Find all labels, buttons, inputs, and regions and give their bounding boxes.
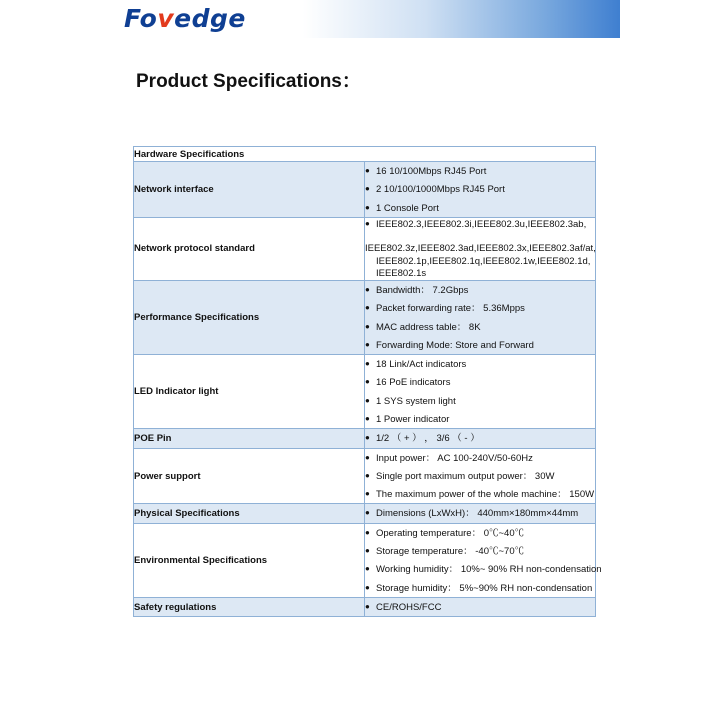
table-row [134, 504, 596, 523]
bullet-icon: ● [365, 339, 370, 349]
row-label: Network interface [134, 162, 365, 218]
section-title: Hardware Specifications [134, 147, 596, 162]
table-row [134, 429, 596, 448]
bullet-icon: ● [365, 508, 370, 518]
row-values: ● 16 10/100Mbps RJ45 Port ● 2 10/100/1000Mbps RJ45 Port ● 1 Console Port [365, 162, 596, 218]
row-values: ● Input power： AC 100-240V/50-60Hz ● Single port maximum output power： 30W ● The maximum power of the whole machine： 150W [365, 448, 596, 504]
row-label: POE Pin [134, 429, 365, 448]
bullet-icon: ● [365, 166, 370, 175]
bullet-icon: ● [365, 433, 370, 443]
row-label: Power support [134, 448, 365, 504]
row-values: ● Dimensions (LxWxH)： 440mm×180mm×44mm [365, 504, 596, 523]
table-row [134, 280, 596, 354]
bullet-icon: ● [365, 377, 370, 387]
bullet-icon: ● [365, 527, 370, 537]
bullet-icon: ● [365, 601, 370, 611]
bullet-icon: ● [365, 303, 370, 313]
table-row [134, 597, 596, 616]
table-row [134, 523, 596, 597]
bullet-icon: ● [365, 202, 370, 212]
table-row [134, 355, 596, 429]
row-label: Physical Specifications [134, 504, 365, 523]
bullet-icon: ● [365, 218, 370, 228]
bullet-icon: ● [365, 321, 370, 331]
page-title: Product Specifications： [136, 71, 361, 92]
table-row [134, 217, 596, 280]
bullet-icon: ● [365, 470, 370, 480]
brand-logo: Fovedge [124, 4, 246, 33]
bullet-icon: ● [365, 359, 370, 369]
bullet-icon: ● [365, 546, 370, 556]
row-label: LED Indicator light [134, 355, 365, 429]
row-values: ● IEEE802.3,IEEE802.3i,IEEE802.3u,IEEE802.3ab, IEEE802.3z,IEEE802.3ad,IEEE802.3x,IEEE802.3af/at, IEEE802.1p,IEEE802.1q,IEEE802.1w,IEEE802.1d, IEEE802.1s [365, 218, 596, 279]
table-row [134, 448, 596, 504]
row-values: ● 1/2 （ + ） ， 3/6 （ - ） [365, 429, 596, 448]
bullet-icon: ● [365, 413, 370, 423]
bullet-icon: ● [365, 564, 370, 574]
row-label: Safety regulations [134, 597, 365, 616]
row-label: Environmental Specifications [134, 523, 365, 597]
row-values: ● 18 Link/Act indicators ● 16 PoE indicators ● 1 SYS system light ● 1 Power indicator [365, 355, 596, 429]
row-label: Performance Specifications [134, 280, 365, 354]
row-values: ● Bandwidth： 7.2Gbps ● Packet forwarding rate： 5.36Mpps ● MAC address table： 8K ● Forwarding Mode: Store and Forward [365, 280, 596, 354]
bullet-icon: ● [365, 395, 370, 405]
table-row [134, 162, 596, 218]
bullet-icon: ● [365, 184, 370, 194]
row-label: Network protocol standard [134, 217, 365, 280]
bullet-icon: ● [365, 452, 370, 462]
row-values: ● CE/ROHS/FCC [365, 597, 596, 616]
bullet-icon: ● [365, 582, 370, 592]
bullet-icon: ● [365, 284, 370, 294]
spec-table [133, 146, 602, 617]
row-values: ● Operating temperature： 0℃~40℃ ● Storage temperature： -40℃~70℃ ● Working humidity： 10%~ 90% RH non-condensation ● Storage humidity： 5%~90% RH non-condensation [365, 523, 596, 597]
bullet-icon: ● [365, 489, 370, 499]
